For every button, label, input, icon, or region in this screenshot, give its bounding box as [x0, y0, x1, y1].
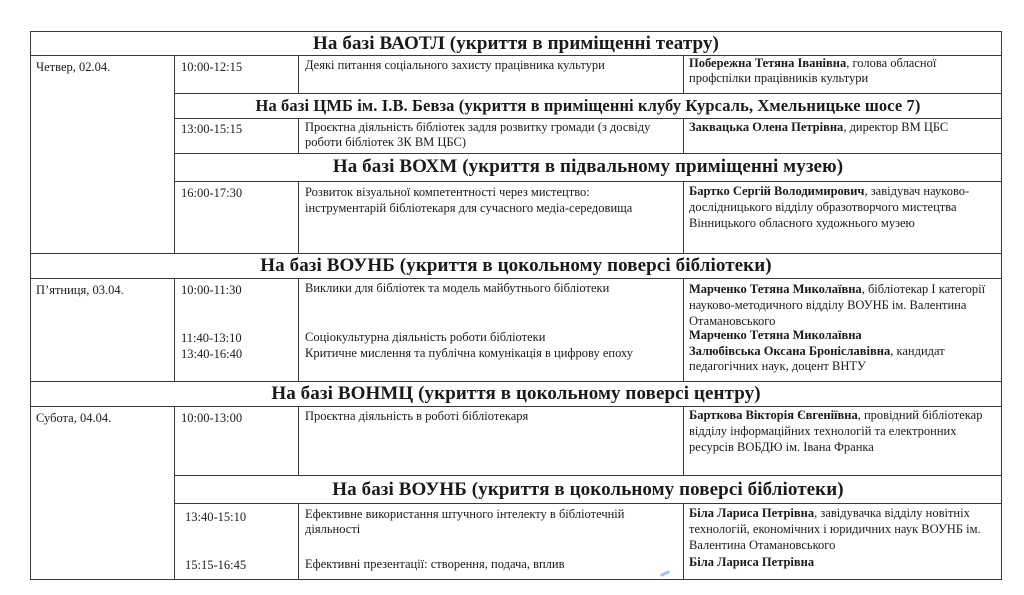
- speaker-name: Марченко Тетяна Миколаївна: [689, 282, 862, 296]
- col-divider: [683, 406, 684, 475]
- day-label: Субота, 04.04.: [36, 411, 112, 425]
- topic: Розвиток візуальної компетентності через мистецтво: інструментарій бібліотекаря для сучасного медіа-середовища: [305, 185, 633, 215]
- time-slot: 10:00-12:15: [181, 60, 243, 74]
- col-divider: [683, 503, 684, 579]
- speaker: [689, 56, 997, 86]
- time-slot: 15:15-16:45: [185, 558, 247, 572]
- speaker-position: , провідний бібліотекар відділу інформаційних технологій та електронних ресурсів ВОБДЮ ім. Івана Франка: [689, 408, 983, 454]
- time-slot: 10:00-13:00: [181, 411, 243, 425]
- venue-header: На базі ВОХМ (укриття в підвальному приміщенні музею): [332, 156, 844, 177]
- col-divider: [298, 55, 299, 93]
- col-divider: [298, 181, 299, 253]
- speaker-position: , кандидат педагогічних наук, доцент ВНТУ: [689, 344, 945, 373]
- table-border-top: [30, 31, 1002, 32]
- row-divider: [30, 381, 1002, 382]
- speaker-name: Побережна Тетяна Іванівна: [689, 56, 847, 70]
- speaker-position: , завідувач науково-дослідницького відділу образотворчого мистецтва Вінницького обласного художнього музею: [689, 184, 970, 230]
- speaker-position: , бібліотекар І категорії науково-методичного відділу ВОУНБ ім. Валентина Отамановського: [689, 282, 986, 328]
- speaker-name: Марченко Тетяна Миколаївна: [689, 328, 862, 342]
- venue-header: На базі ЦМБ ім. І.В. Бевза (укриття в приміщенні клубу Курсаль, Хмельницьке шосе 7): [255, 96, 921, 115]
- speaker: [689, 505, 1001, 553]
- col-divider: [298, 118, 299, 153]
- topic: Деякі питання соціального захисту працівника культури: [305, 58, 605, 72]
- table-border-bottom: [30, 579, 1002, 580]
- row-divider: [174, 153, 1002, 154]
- row-divider: [30, 253, 1002, 254]
- venue-header: На базі ВАОТЛ (укриття в приміщенні театру): [313, 33, 719, 54]
- col-divider: [298, 278, 299, 381]
- topic: Соціокультурна діяльність роботи бібліотеки: [305, 330, 546, 344]
- topic: Виклики для бібліотек та модель майбутнього бібліотеки: [305, 281, 610, 295]
- row-divider: [174, 93, 1002, 94]
- speaker-name: Барткова Вікторія Євгеніївна: [689, 408, 858, 422]
- col-divider: [683, 278, 684, 381]
- col-divider: [683, 55, 684, 93]
- time-slot: 13:00-15:15: [181, 122, 243, 136]
- time-slot: 11:40-13:10: [181, 331, 242, 345]
- topic: Критичне мислення та публічна комунікація в цифрову епоху: [305, 346, 634, 360]
- row-divider: [30, 278, 1002, 279]
- pen-mark: [660, 570, 670, 577]
- venue-header: На базі ВОУНБ (укриття в цокольному поверсі бібліотеки): [332, 479, 844, 500]
- speaker-position: , завідувачка відділу новітніх технологій, економічних і юридичних наук ВОУНБ ім. Валентина Отамановського: [689, 506, 981, 552]
- time-slot: 10:00-11:30: [181, 283, 242, 297]
- speaker: [689, 120, 997, 135]
- topic: Проєктна діяльність в роботі бібліотекаря: [305, 409, 529, 423]
- topic: Ефективні презентації: створення, подача, вплив: [305, 557, 565, 571]
- speaker-name: Біла Лариса Петрівна: [689, 506, 815, 520]
- speaker-position: , директор ВМ ЦБС: [843, 120, 949, 134]
- col-divider: [683, 118, 684, 153]
- speaker: [689, 183, 997, 231]
- speaker-name: Залюбівська Оксана Броніславівна: [689, 344, 891, 358]
- day-label: П’ятниця, 03.04.: [36, 283, 124, 297]
- time-slot: 16:00-17:30: [181, 186, 243, 200]
- speaker-name: Заквацька Олена Петрівна: [689, 120, 844, 134]
- speaker-position: , голова обласної профспілки працівників культури: [689, 56, 937, 85]
- day-label: Четвер, 02.04.: [36, 60, 111, 74]
- col-divider: [174, 55, 175, 253]
- speaker: [689, 344, 1001, 374]
- speaker-name: Біла Лариса Петрівна: [689, 555, 815, 569]
- speaker-name: Бартко Сергій Володимирович: [689, 184, 865, 198]
- col-divider: [174, 278, 175, 381]
- venue-header: На базі ВОНМЦ (укриття в цокольному поверсі центру): [271, 383, 761, 404]
- speaker: [689, 407, 1001, 455]
- col-divider: [683, 181, 684, 253]
- topic: Проєктна діяльність бібліотек задля розвитку громади (з досвіду роботи бібліотек ЗК ВМ ЦБС): [305, 120, 651, 149]
- topic: Ефективне використання штучного інтелекту в бібліотечній діяльності: [305, 507, 625, 536]
- table-border-left: [30, 31, 31, 580]
- col-divider: [298, 406, 299, 475]
- col-divider: [298, 503, 299, 579]
- speaker: [689, 281, 1001, 329]
- time-slot: 13:40-16:40: [181, 347, 243, 361]
- time-slot: 13:40-15:10: [185, 510, 247, 524]
- venue-header: На базі ВОУНБ (укриття в цокольному поверсі бібліотеки): [260, 255, 772, 276]
- row-divider: [174, 475, 1002, 476]
